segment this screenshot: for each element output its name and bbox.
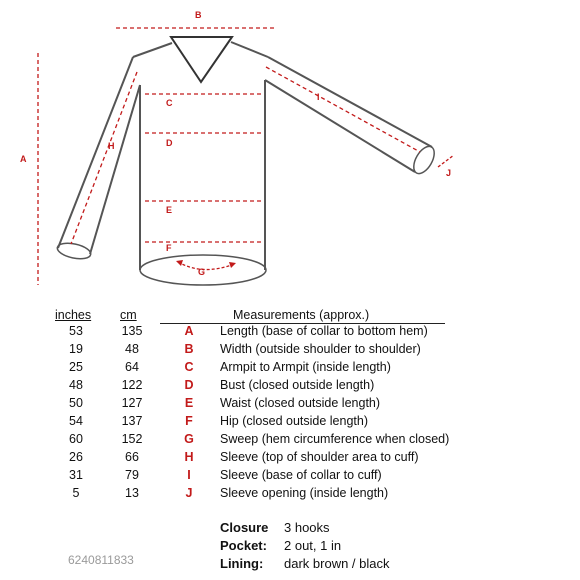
cm-value: 13 <box>125 486 139 500</box>
inches-value: 53 <box>69 324 83 338</box>
table-row <box>0 432 580 450</box>
dimension-letter: A <box>184 324 194 338</box>
closure-label: Closure <box>220 520 269 535</box>
table-row <box>0 414 580 432</box>
dimension-letter: G <box>184 432 194 446</box>
table-row <box>0 378 580 396</box>
dimension-letter: D <box>184 378 194 392</box>
dimension-letter: C <box>184 360 194 374</box>
dimension-letter: I <box>187 468 191 482</box>
cm-value: 122 <box>121 378 143 392</box>
table-row <box>0 486 580 504</box>
inches-value: 60 <box>69 432 83 446</box>
cm-value: 127 <box>121 396 143 410</box>
table-row <box>0 342 580 360</box>
table-row <box>0 396 580 414</box>
dim-label-e: E <box>166 205 173 215</box>
table-row <box>0 450 580 468</box>
inches-value: 19 <box>69 342 83 356</box>
header-cm: cm <box>120 308 137 322</box>
dim-label-b: B <box>195 10 202 20</box>
inches-value: 5 <box>72 486 80 500</box>
cm-value: 137 <box>121 414 143 428</box>
dimension-description: Sleeve (base of collar to cuff) <box>220 468 382 482</box>
table-row <box>0 324 580 342</box>
dimension-description: Sleeve (top of shoulder area to cuff) <box>220 450 419 464</box>
pocket-label: Pocket: <box>220 538 267 553</box>
dimension-letter: H <box>184 450 194 464</box>
dimension-description: Sweep (hem circumference when closed) <box>220 432 450 446</box>
inches-value: 31 <box>69 468 83 482</box>
dim-label-f: F <box>166 243 172 253</box>
inches-value: 25 <box>69 360 83 374</box>
dim-label-g: G <box>198 267 206 277</box>
header-inches: inches <box>55 308 92 322</box>
dimension-description: Bust (closed outside length) <box>220 378 375 392</box>
dim-label-c: C <box>166 98 173 108</box>
dimension-letter: B <box>184 342 194 356</box>
sku-number: 6240811833 <box>68 553 134 567</box>
inches-value: 54 <box>69 414 83 428</box>
dim-label-d: D <box>166 138 173 148</box>
pocket-value: 2 out, 1 in <box>284 538 342 553</box>
cm-value: 152 <box>121 432 143 446</box>
dim-label-j: J <box>446 168 452 178</box>
cm-value: 79 <box>125 468 139 482</box>
dim-label-a: A <box>20 154 27 164</box>
dimension-description: Hip (closed outside length) <box>220 414 368 428</box>
dimension-description: Sleeve opening (inside length) <box>220 486 389 500</box>
dim-label-i: I <box>317 92 320 102</box>
dimension-letter: F <box>185 414 193 428</box>
dim-label-h: H <box>108 141 115 151</box>
lining-label: Lining: <box>220 556 264 571</box>
dimension-description: Length (base of collar to bottom hem) <box>220 324 428 338</box>
inches-value: 26 <box>69 450 83 464</box>
lining-value: dark brown / black <box>284 556 390 571</box>
header-measurements: Measurements (approx.) <box>233 308 370 322</box>
pocket-info <box>220 538 520 556</box>
garment-outline <box>56 37 439 285</box>
table-row <box>0 468 580 486</box>
cm-value: 48 <box>125 342 139 356</box>
dimension-letter: E <box>184 396 194 410</box>
cm-value: 135 <box>121 324 143 338</box>
inches-value: 50 <box>69 396 83 410</box>
inches-value: 48 <box>69 378 83 392</box>
dimension-letter: J <box>185 486 193 500</box>
table-row <box>0 360 580 378</box>
closure-value: 3 hooks <box>284 520 330 535</box>
cm-value: 64 <box>125 360 139 374</box>
dimension-description: Armpit to Armpit (inside length) <box>220 360 391 374</box>
closure-info <box>220 520 520 538</box>
lining-info <box>220 556 520 574</box>
cm-value: 66 <box>125 450 139 464</box>
dimension-description: Width (outside shoulder to shoulder) <box>220 342 421 356</box>
dimension-description: Waist (closed outside length) <box>220 396 381 410</box>
